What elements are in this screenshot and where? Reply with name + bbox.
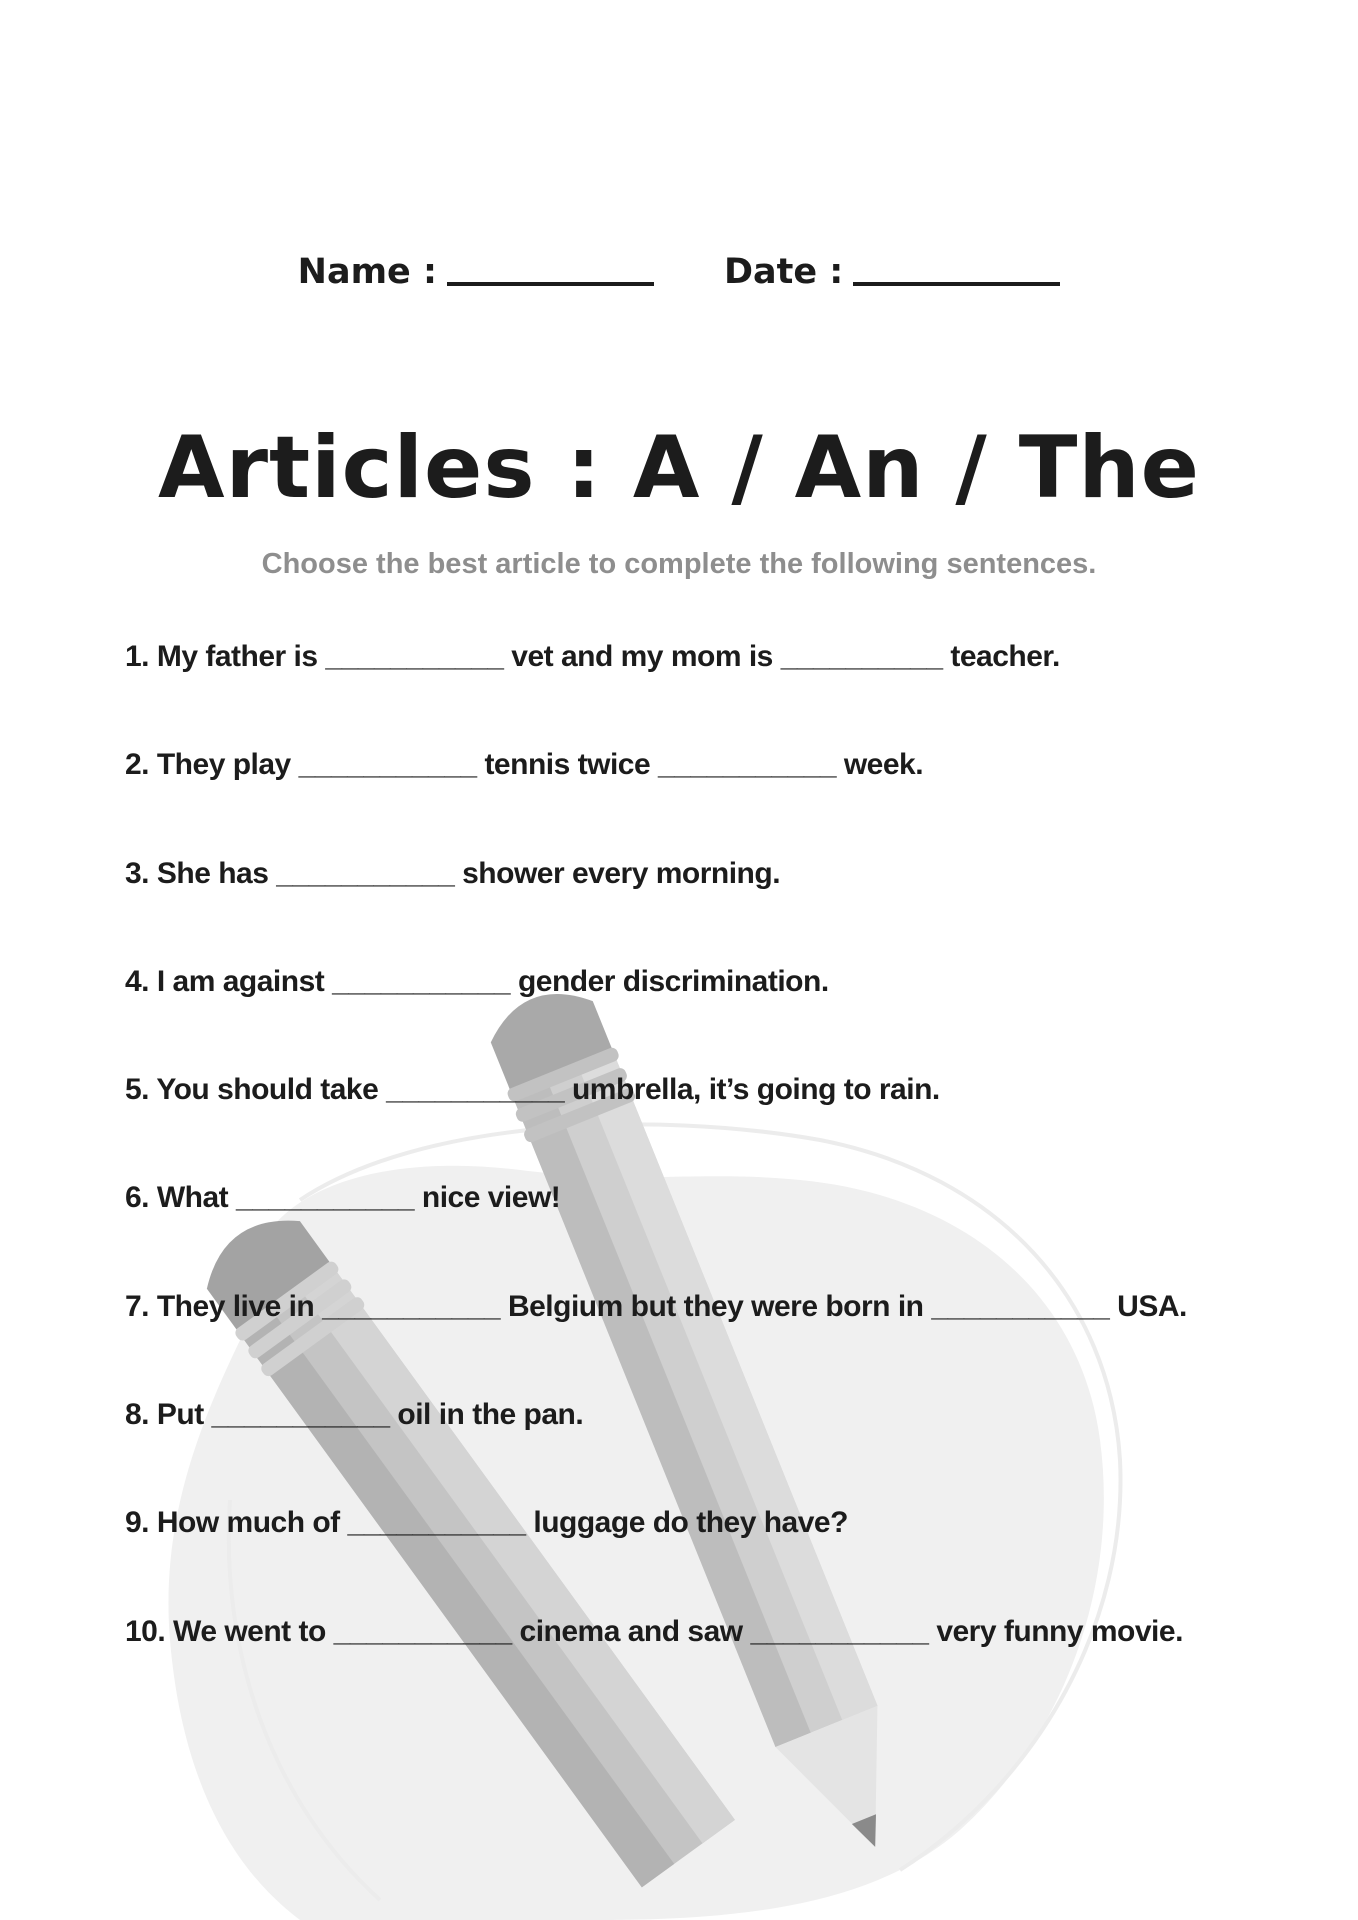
question-item: 10. We went to ___________ cinema and saw ___________ very funny movie. [125,1614,1183,1648]
question-item: 1. My father is ___________ vet and my mom is __________ teacher. [125,640,1060,673]
worksheet-instructions: Choose the best article to complete the following sentences. [261,548,1097,580]
question-item: 5. You should take ___________ umbrella, it’s going to rain. [125,1073,940,1107]
date-field[interactable] [724,252,1060,292]
worksheet-title: Articles : A / An / The [158,418,1200,518]
question-item: 9. How much of ___________ luggage do they have? [125,1506,848,1540]
question-item: 7. They live in ___________ Belgium but they were born in ___________ USA. [125,1289,1187,1323]
question-item: 2. They play ___________ tennis twice ___________ week. [125,748,924,782]
question-item: 6. What ___________ nice view! [125,1181,561,1215]
question-item: 4. I am against ___________ gender discrimination. [125,964,829,998]
name-label: Name : [297,252,437,292]
question-item: 8. Put ___________ oil in the pan. [125,1398,584,1432]
question-list [125,640,1325,1723]
date-blank-line[interactable] [853,282,1060,286]
question-item: 3. She has ___________ shower every morning. [125,856,781,890]
date-label: Date : [723,252,844,292]
name-field[interactable] [298,252,654,292]
name-blank-line[interactable] [447,282,654,286]
worksheet-header [0,252,1358,292]
